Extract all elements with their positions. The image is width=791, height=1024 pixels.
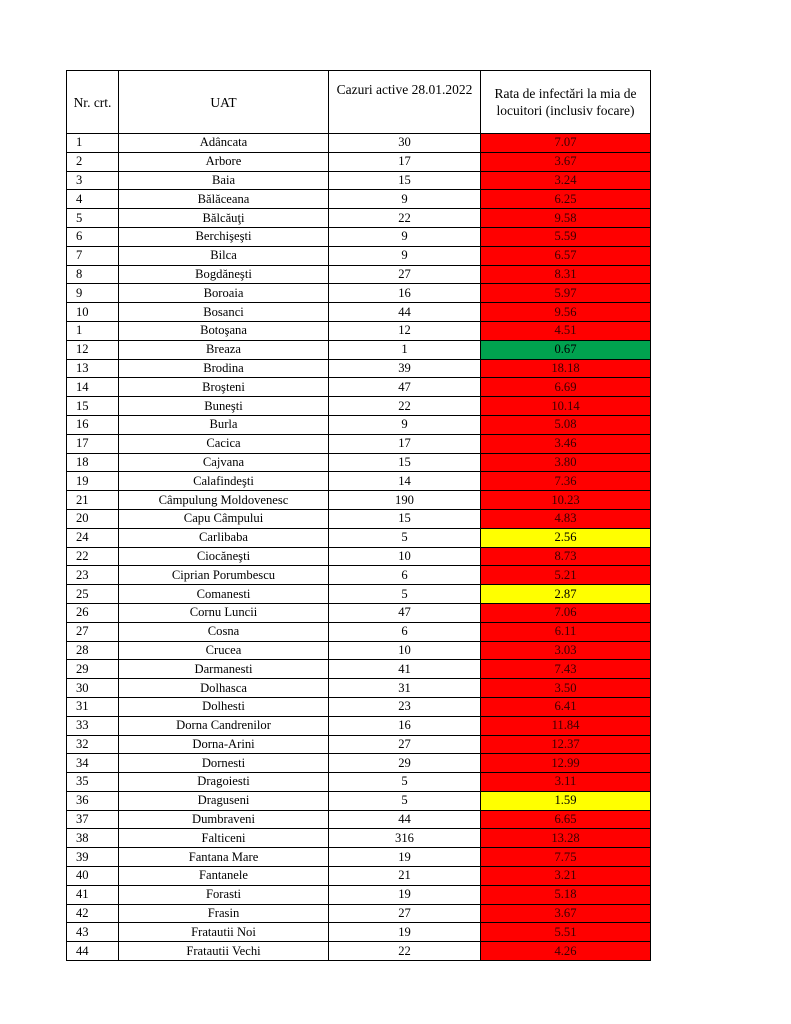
row-rate-cell: 7.43 — [481, 660, 651, 679]
row-rate-cell: 6.65 — [481, 810, 651, 829]
row-nr-cell: 30 — [67, 679, 119, 698]
row-nr-cell: 41 — [67, 885, 119, 904]
row-uat-cell: Ciprian Porumbescu — [119, 566, 329, 585]
row-rate-cell: 4.51 — [481, 321, 651, 340]
row-rate-cell: 5.08 — [481, 415, 651, 434]
row-rate-cell: 7.75 — [481, 848, 651, 867]
row-nr-cell: 9 — [67, 284, 119, 303]
row-uat-cell: Brodina — [119, 359, 329, 378]
row-uat-cell: Fantana Mare — [119, 848, 329, 867]
row-rate-cell: 4.83 — [481, 509, 651, 528]
table-row — [67, 848, 651, 867]
row-cases-cell: 10 — [329, 641, 481, 660]
table-row — [67, 303, 651, 322]
header-nr: Nr. crt. — [67, 71, 119, 134]
row-rate-cell: 5.51 — [481, 923, 651, 942]
row-nr-cell: 33 — [67, 716, 119, 735]
row-rate-cell: 3.03 — [481, 641, 651, 660]
row-nr-cell: 39 — [67, 848, 119, 867]
row-uat-cell: Bălăceana — [119, 190, 329, 209]
row-nr-cell: 10 — [67, 303, 119, 322]
row-uat-cell: Bogdăneşti — [119, 265, 329, 284]
row-uat-cell: Darmanesti — [119, 660, 329, 679]
row-rate-cell: 7.06 — [481, 603, 651, 622]
row-uat-cell: Cacica — [119, 434, 329, 453]
row-rate-cell: 9.58 — [481, 209, 651, 228]
row-cases-cell: 5 — [329, 773, 481, 792]
table-row — [67, 566, 651, 585]
row-nr-cell: 3 — [67, 171, 119, 190]
row-nr-cell: 5 — [67, 209, 119, 228]
row-rate-cell: 3.67 — [481, 152, 651, 171]
row-uat-cell: Cajvana — [119, 453, 329, 472]
row-cases-cell: 6 — [329, 566, 481, 585]
row-uat-cell: Ciocăneşti — [119, 547, 329, 566]
table-row — [67, 660, 651, 679]
table-row — [67, 321, 651, 340]
table-row — [67, 942, 651, 961]
row-cases-cell: 22 — [329, 209, 481, 228]
table-row — [67, 679, 651, 698]
row-nr-cell: 43 — [67, 923, 119, 942]
row-nr-cell: 4 — [67, 190, 119, 209]
row-rate-cell: 10.14 — [481, 397, 651, 416]
row-rate-cell: 6.69 — [481, 378, 651, 397]
table-row — [67, 209, 651, 228]
row-rate-cell: 9.56 — [481, 303, 651, 322]
row-nr-cell: 23 — [67, 566, 119, 585]
table-row — [67, 378, 651, 397]
row-rate-cell: 7.36 — [481, 472, 651, 491]
row-nr-cell: 8 — [67, 265, 119, 284]
row-rate-cell: 5.59 — [481, 227, 651, 246]
row-uat-cell: Arbore — [119, 152, 329, 171]
row-uat-cell: Fantanele — [119, 867, 329, 886]
table-row — [67, 171, 651, 190]
row-nr-cell: 1 — [67, 321, 119, 340]
row-nr-cell: 18 — [67, 453, 119, 472]
table-row — [67, 397, 651, 416]
row-cases-cell: 39 — [329, 359, 481, 378]
row-cases-cell: 6 — [329, 622, 481, 641]
row-cases-cell: 9 — [329, 190, 481, 209]
table-row — [67, 491, 651, 510]
row-nr-cell: 12 — [67, 340, 119, 359]
row-uat-cell: Câmpulung Moldovenesc — [119, 491, 329, 510]
row-cases-cell: 23 — [329, 697, 481, 716]
table-row — [67, 754, 651, 773]
row-uat-cell: Cosna — [119, 622, 329, 641]
table-row — [67, 359, 651, 378]
row-rate-cell: 12.37 — [481, 735, 651, 754]
row-cases-cell: 16 — [329, 716, 481, 735]
row-rate-cell: 4.26 — [481, 942, 651, 961]
row-cases-cell: 9 — [329, 246, 481, 265]
row-nr-cell: 28 — [67, 641, 119, 660]
row-uat-cell: Adâncata — [119, 134, 329, 153]
table-row — [67, 415, 651, 434]
row-uat-cell: Bălcăuţi — [119, 209, 329, 228]
table-row — [67, 265, 651, 284]
row-nr-cell: 24 — [67, 528, 119, 547]
row-uat-cell: Dorna-Arini — [119, 735, 329, 754]
row-nr-cell: 42 — [67, 904, 119, 923]
row-nr-cell: 31 — [67, 697, 119, 716]
row-rate-cell: 12.99 — [481, 754, 651, 773]
row-nr-cell: 38 — [67, 829, 119, 848]
table-row — [67, 134, 651, 153]
row-cases-cell: 47 — [329, 378, 481, 397]
row-cases-cell: 5 — [329, 791, 481, 810]
row-uat-cell: Capu Câmpului — [119, 509, 329, 528]
row-rate-cell: 11.84 — [481, 716, 651, 735]
row-uat-cell: Boroaia — [119, 284, 329, 303]
row-rate-cell: 3.21 — [481, 867, 651, 886]
row-uat-cell: Dolhesti — [119, 697, 329, 716]
row-rate-cell: 6.41 — [481, 697, 651, 716]
row-uat-cell: Berchişeşti — [119, 227, 329, 246]
row-cases-cell: 14 — [329, 472, 481, 491]
table-row — [67, 152, 651, 171]
row-uat-cell: Calafindeşti — [119, 472, 329, 491]
row-uat-cell: Dumbraveni — [119, 810, 329, 829]
row-uat-cell: Frasin — [119, 904, 329, 923]
row-rate-cell: 3.46 — [481, 434, 651, 453]
row-nr-cell: 25 — [67, 585, 119, 604]
table-row — [67, 810, 651, 829]
row-uat-cell: Falticeni — [119, 829, 329, 848]
table-row — [67, 284, 651, 303]
row-cases-cell: 27 — [329, 904, 481, 923]
row-uat-cell: Carlibaba — [119, 528, 329, 547]
row-nr-cell: 26 — [67, 603, 119, 622]
row-uat-cell: Dolhasca — [119, 679, 329, 698]
row-cases-cell: 19 — [329, 885, 481, 904]
row-uat-cell: Dornesti — [119, 754, 329, 773]
table-row — [67, 528, 651, 547]
row-cases-cell: 15 — [329, 453, 481, 472]
table-row — [67, 641, 651, 660]
row-uat-cell: Draguseni — [119, 791, 329, 810]
row-nr-cell: 21 — [67, 491, 119, 510]
table-row — [67, 622, 651, 641]
row-rate-cell: 6.57 — [481, 246, 651, 265]
row-cases-cell: 1 — [329, 340, 481, 359]
row-cases-cell: 16 — [329, 284, 481, 303]
row-cases-cell: 30 — [329, 134, 481, 153]
table-row — [67, 585, 651, 604]
row-nr-cell: 37 — [67, 810, 119, 829]
row-cases-cell: 9 — [329, 415, 481, 434]
row-cases-cell: 41 — [329, 660, 481, 679]
row-cases-cell: 22 — [329, 397, 481, 416]
header-active-cases: Cazuri active 28.01.2022 — [329, 71, 481, 134]
row-cases-cell: 190 — [329, 491, 481, 510]
row-uat-cell: Dorna Candrenilor — [119, 716, 329, 735]
row-cases-cell: 21 — [329, 867, 481, 886]
row-rate-cell: 10.23 — [481, 491, 651, 510]
header-row — [67, 71, 651, 134]
row-cases-cell: 5 — [329, 528, 481, 547]
row-nr-cell: 44 — [67, 942, 119, 961]
row-rate-cell: 6.25 — [481, 190, 651, 209]
table-row — [67, 547, 651, 566]
row-cases-cell: 44 — [329, 303, 481, 322]
table-body — [67, 134, 651, 961]
row-rate-cell: 13.28 — [481, 829, 651, 848]
row-nr-cell: 17 — [67, 434, 119, 453]
row-cases-cell: 29 — [329, 754, 481, 773]
row-nr-cell: 6 — [67, 227, 119, 246]
table-row — [67, 434, 651, 453]
row-cases-cell: 31 — [329, 679, 481, 698]
row-rate-cell: 5.18 — [481, 885, 651, 904]
header-uat: UAT — [119, 71, 329, 134]
row-cases-cell: 17 — [329, 152, 481, 171]
row-uat-cell: Burla — [119, 415, 329, 434]
row-uat-cell: Baia — [119, 171, 329, 190]
row-rate-cell: 3.24 — [481, 171, 651, 190]
row-rate-cell: 8.73 — [481, 547, 651, 566]
row-cases-cell: 10 — [329, 547, 481, 566]
row-rate-cell: 5.21 — [481, 566, 651, 585]
row-uat-cell: Botoşana — [119, 321, 329, 340]
row-rate-cell: 1.59 — [481, 791, 651, 810]
table-row — [67, 716, 651, 735]
row-rate-cell: 0.67 — [481, 340, 651, 359]
row-uat-cell: Fratautii Noi — [119, 923, 329, 942]
row-nr-cell: 34 — [67, 754, 119, 773]
row-uat-cell: Crucea — [119, 641, 329, 660]
row-rate-cell: 6.11 — [481, 622, 651, 641]
row-nr-cell: 32 — [67, 735, 119, 754]
table-row — [67, 472, 651, 491]
row-uat-cell: Fratautii Vechi — [119, 942, 329, 961]
row-nr-cell: 2 — [67, 152, 119, 171]
table-row — [67, 885, 651, 904]
row-nr-cell: 20 — [67, 509, 119, 528]
table-row — [67, 829, 651, 848]
row-rate-cell: 5.97 — [481, 284, 651, 303]
row-nr-cell: 27 — [67, 622, 119, 641]
table-row — [67, 923, 651, 942]
table-row — [67, 246, 651, 265]
table-row — [67, 735, 651, 754]
covid-cases-table — [66, 70, 651, 961]
row-cases-cell: 47 — [329, 603, 481, 622]
row-nr-cell: 35 — [67, 773, 119, 792]
row-uat-cell: Bosanci — [119, 303, 329, 322]
row-nr-cell: 40 — [67, 867, 119, 886]
row-cases-cell: 19 — [329, 923, 481, 942]
row-rate-cell: 3.50 — [481, 679, 651, 698]
row-nr-cell: 29 — [67, 660, 119, 679]
row-nr-cell: 7 — [67, 246, 119, 265]
row-rate-cell: 7.07 — [481, 134, 651, 153]
row-uat-cell: Bilca — [119, 246, 329, 265]
table-row — [67, 190, 651, 209]
row-nr-cell: 13 — [67, 359, 119, 378]
row-cases-cell: 22 — [329, 942, 481, 961]
table-row — [67, 453, 651, 472]
row-rate-cell: 3.80 — [481, 453, 651, 472]
table-header — [67, 71, 651, 134]
row-nr-cell: 36 — [67, 791, 119, 810]
table-row — [67, 227, 651, 246]
row-rate-cell: 3.67 — [481, 904, 651, 923]
row-rate-cell: 18.18 — [481, 359, 651, 378]
row-nr-cell: 14 — [67, 378, 119, 397]
row-cases-cell: 15 — [329, 509, 481, 528]
row-cases-cell: 12 — [329, 321, 481, 340]
row-nr-cell: 15 — [67, 397, 119, 416]
row-rate-cell: 3.11 — [481, 773, 651, 792]
header-infection-rate: Rata de infectări la mia de locuitori (inclusiv focare) — [481, 71, 651, 134]
row-rate-cell: 2.56 — [481, 528, 651, 547]
table-row — [67, 867, 651, 886]
row-cases-cell: 9 — [329, 227, 481, 246]
row-uat-cell: Cornu Luncii — [119, 603, 329, 622]
table-row — [67, 773, 651, 792]
table-row — [67, 340, 651, 359]
table-row — [67, 904, 651, 923]
row-cases-cell: 19 — [329, 848, 481, 867]
row-uat-cell: Breaza — [119, 340, 329, 359]
row-cases-cell: 316 — [329, 829, 481, 848]
table-row — [67, 603, 651, 622]
table-row — [67, 791, 651, 810]
row-uat-cell: Buneşti — [119, 397, 329, 416]
table-row — [67, 697, 651, 716]
row-rate-cell: 2.87 — [481, 585, 651, 604]
row-cases-cell: 5 — [329, 585, 481, 604]
row-uat-cell: Comanesti — [119, 585, 329, 604]
row-uat-cell: Broşteni — [119, 378, 329, 397]
row-cases-cell: 44 — [329, 810, 481, 829]
row-cases-cell: 27 — [329, 265, 481, 284]
row-cases-cell: 15 — [329, 171, 481, 190]
table-row — [67, 509, 651, 528]
row-nr-cell: 16 — [67, 415, 119, 434]
row-nr-cell: 19 — [67, 472, 119, 491]
row-rate-cell: 8.31 — [481, 265, 651, 284]
row-uat-cell: Forasti — [119, 885, 329, 904]
row-cases-cell: 17 — [329, 434, 481, 453]
row-uat-cell: Dragoiesti — [119, 773, 329, 792]
row-nr-cell: 22 — [67, 547, 119, 566]
row-cases-cell: 27 — [329, 735, 481, 754]
row-nr-cell: 1 — [67, 134, 119, 153]
